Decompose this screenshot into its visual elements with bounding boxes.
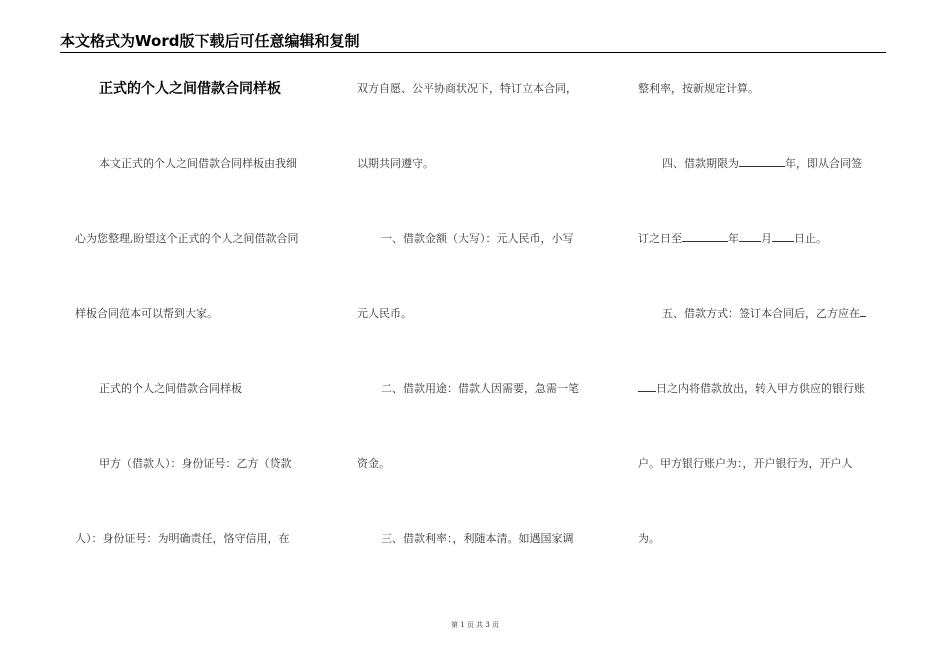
blank-underline: [638, 379, 656, 392]
paragraph-line: 人）：身份证号：为明确责任，恪守信用，在: [75, 532, 290, 545]
blank-underline: [772, 229, 794, 242]
column-3: [638, 78, 888, 603]
text-segment: 月: [761, 232, 772, 245]
paragraph-line: 为。: [638, 532, 660, 545]
paragraph-line: 甲方（借款人）：身份证号：乙方（贷款: [99, 457, 292, 470]
blank-underline: [739, 229, 761, 242]
text-segment: 五、借款方式：签订本合同后，乙方应在: [662, 307, 860, 320]
page-title: 正式的个人之间借款合同样板: [99, 81, 281, 97]
text-segment: 四、借款期限为: [662, 157, 739, 170]
paragraph-line: [638, 378, 888, 453]
paragraph-line: 户。甲方银行账户为：，开户银行为，开户人: [638, 457, 853, 470]
paragraph-line: 心为您整理,盼望这个正式的个人之间借款合同: [75, 232, 299, 245]
column-2: [357, 78, 607, 603]
text-segment: 年: [728, 232, 739, 245]
column-1: [75, 78, 325, 603]
paragraph-line: 以期共同遵守。: [357, 157, 434, 170]
paragraph-line: [638, 303, 888, 378]
text-segment: 日止。: [794, 232, 827, 245]
paragraph-line: 整利率，按新规定计算。: [638, 82, 759, 95]
text-segment: 年，即从合同签: [785, 157, 862, 170]
text-segment: 日之内将借款放出，转入甲方供应的银行账: [656, 382, 865, 395]
paragraph-line: 三、借款利率：，利随本清。如遇国家调: [381, 532, 574, 545]
paragraph-line: 资金。: [357, 457, 390, 470]
blank-underline: [860, 304, 866, 317]
blank-underline: [739, 154, 785, 167]
paragraph-line: 一、借款金额（大写）：元人民币，小写: [381, 232, 574, 245]
page-number: 第 1 页 共 3 页: [450, 621, 500, 629]
paragraph-line: 本文正式的个人之间借款合同样板由我细: [99, 157, 297, 170]
paragraph-line: 双方自愿、公平协商状况下，特订立本合同，: [357, 82, 577, 95]
blank-underline: [682, 229, 728, 242]
paragraph-line: [638, 153, 888, 228]
paragraph-line: 二、借款用途：借款人因需要，急需一笔: [381, 382, 579, 395]
document-header: 本文格式为Word版下载后可任意编辑和复制: [60, 32, 360, 50]
paragraph-line: [638, 228, 888, 303]
paragraph-line: 正式的个人之间借款合同样板: [99, 382, 242, 395]
paragraph-line: 元人民币。: [357, 307, 412, 320]
header-rule: [60, 52, 886, 53]
text-segment: 订之日至: [638, 232, 682, 245]
paragraph-line: 样板合同范本可以帮到大家。: [75, 307, 218, 320]
